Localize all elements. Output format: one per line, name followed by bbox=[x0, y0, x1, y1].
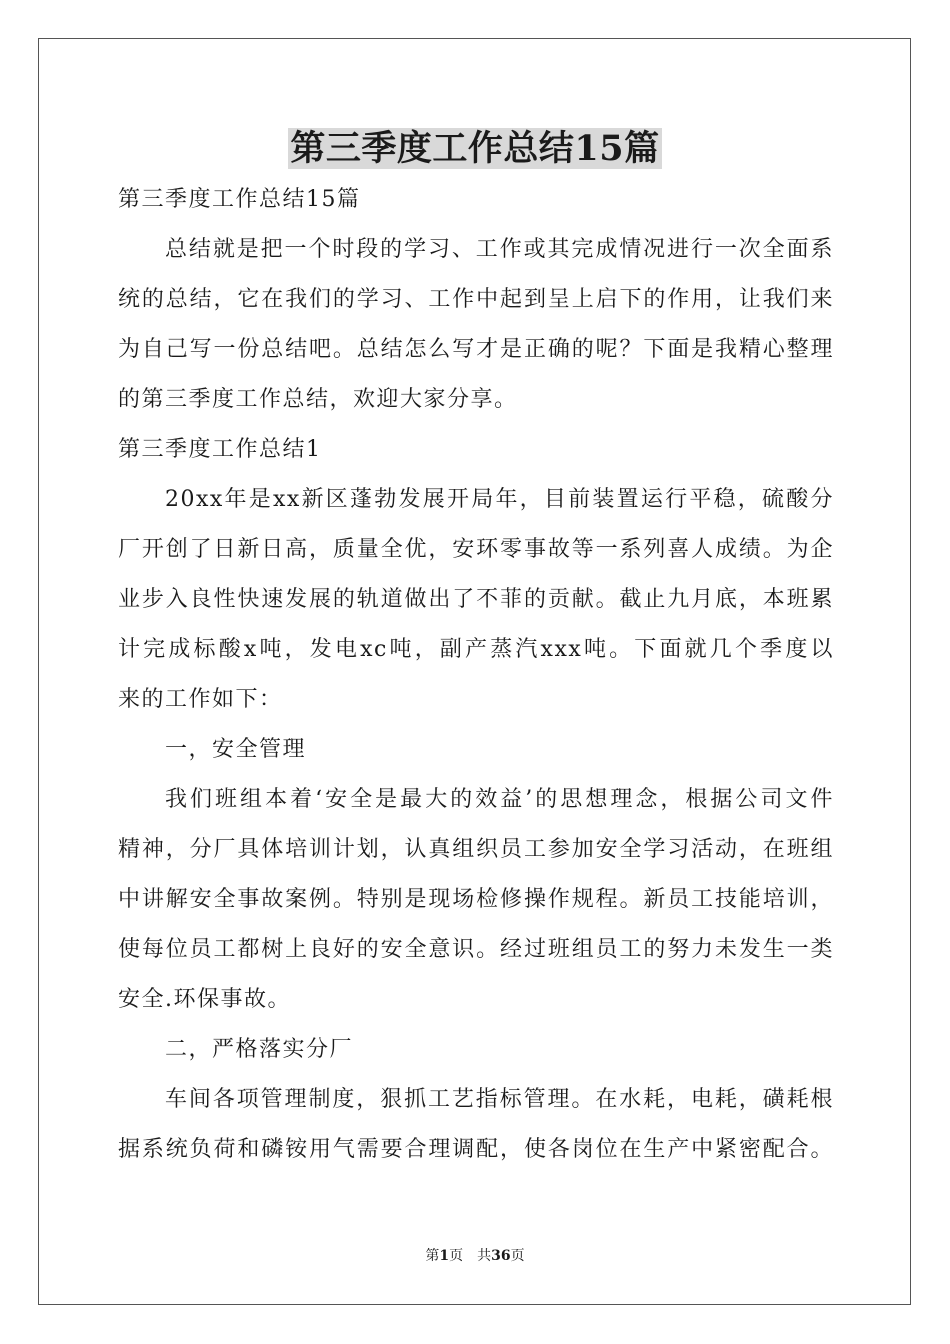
text-line: 来的工作如下： bbox=[118, 687, 283, 712]
text-line: 中讲解安全事故案例。特别是现场检修操作规程。新员工技能培训， bbox=[118, 887, 834, 912]
text-line: 精神，分厂具体培训计划，认真组织员工参加安全学习活动，在班组 bbox=[118, 837, 834, 862]
text-line: 为自己写一份总结吧。总结怎么写才是正确的呢？下面是我精心整理 bbox=[118, 337, 834, 362]
text-line: 据系统负荷和磷铵用气需要合理调配，使各岗位在生产中紧密配合。 bbox=[118, 1137, 834, 1162]
text-line: 总结就是把一个时段的学习、工作或其完成情况进行一次全面系 bbox=[165, 237, 834, 262]
text-line: 二，严格落实分厂 bbox=[165, 1037, 354, 1062]
footer-page-prefix: 第 bbox=[425, 1248, 440, 1264]
text-line: 的第三季度工作总结，欢迎大家分享。 bbox=[118, 387, 518, 412]
text-line: 使每位员工都树上良好的安全意识。经过班组员工的努力未发生一类 bbox=[118, 937, 834, 962]
text-line: 业步入良性快速发展的轨道做出了不菲的贡献。截止九月底，本班累 bbox=[118, 587, 834, 612]
text-line: 一，安全管理 bbox=[165, 737, 307, 762]
text-line: 第三季度工作总结15篇 bbox=[118, 187, 361, 212]
text-line: 车间各项管理制度，狠抓工艺指标管理。在水耗，电耗，磺耗根 bbox=[165, 1087, 834, 1112]
text-line: 统的总结，它在我们的学习、工作中起到呈上启下的作用，让我们来 bbox=[118, 287, 834, 312]
footer-page-suffix: 页 bbox=[510, 1248, 525, 1264]
text-line: 安全.环保事故。 bbox=[118, 987, 291, 1012]
text-line: 第三季度工作总结1 bbox=[118, 437, 322, 462]
text-line: 厂开创了日新日高，质量全优，安环零事故等一系列喜人成绩。为企 bbox=[118, 537, 834, 562]
footer-page-current: 1 bbox=[439, 1248, 450, 1264]
text-line: 20xx年是xx新区蓬勃发展开局年，目前装置运行平稳，硫酸分 bbox=[165, 487, 834, 512]
document-title: 第三季度工作总结15篇 bbox=[290, 128, 660, 169]
text-line: 我们班组本着‘安全是最大的效益’的思想理念，根据公司文件 bbox=[165, 787, 834, 812]
footer-page-mid: 页 共 bbox=[449, 1248, 492, 1264]
page-footer bbox=[0, 1246, 950, 1266]
document-body bbox=[118, 175, 834, 1175]
footer-page-total: 36 bbox=[491, 1248, 511, 1264]
text-line: 计完成标酸x吨，发电xc吨，副产蒸汽xxx吨。下面就几个季度以 bbox=[118, 637, 834, 662]
